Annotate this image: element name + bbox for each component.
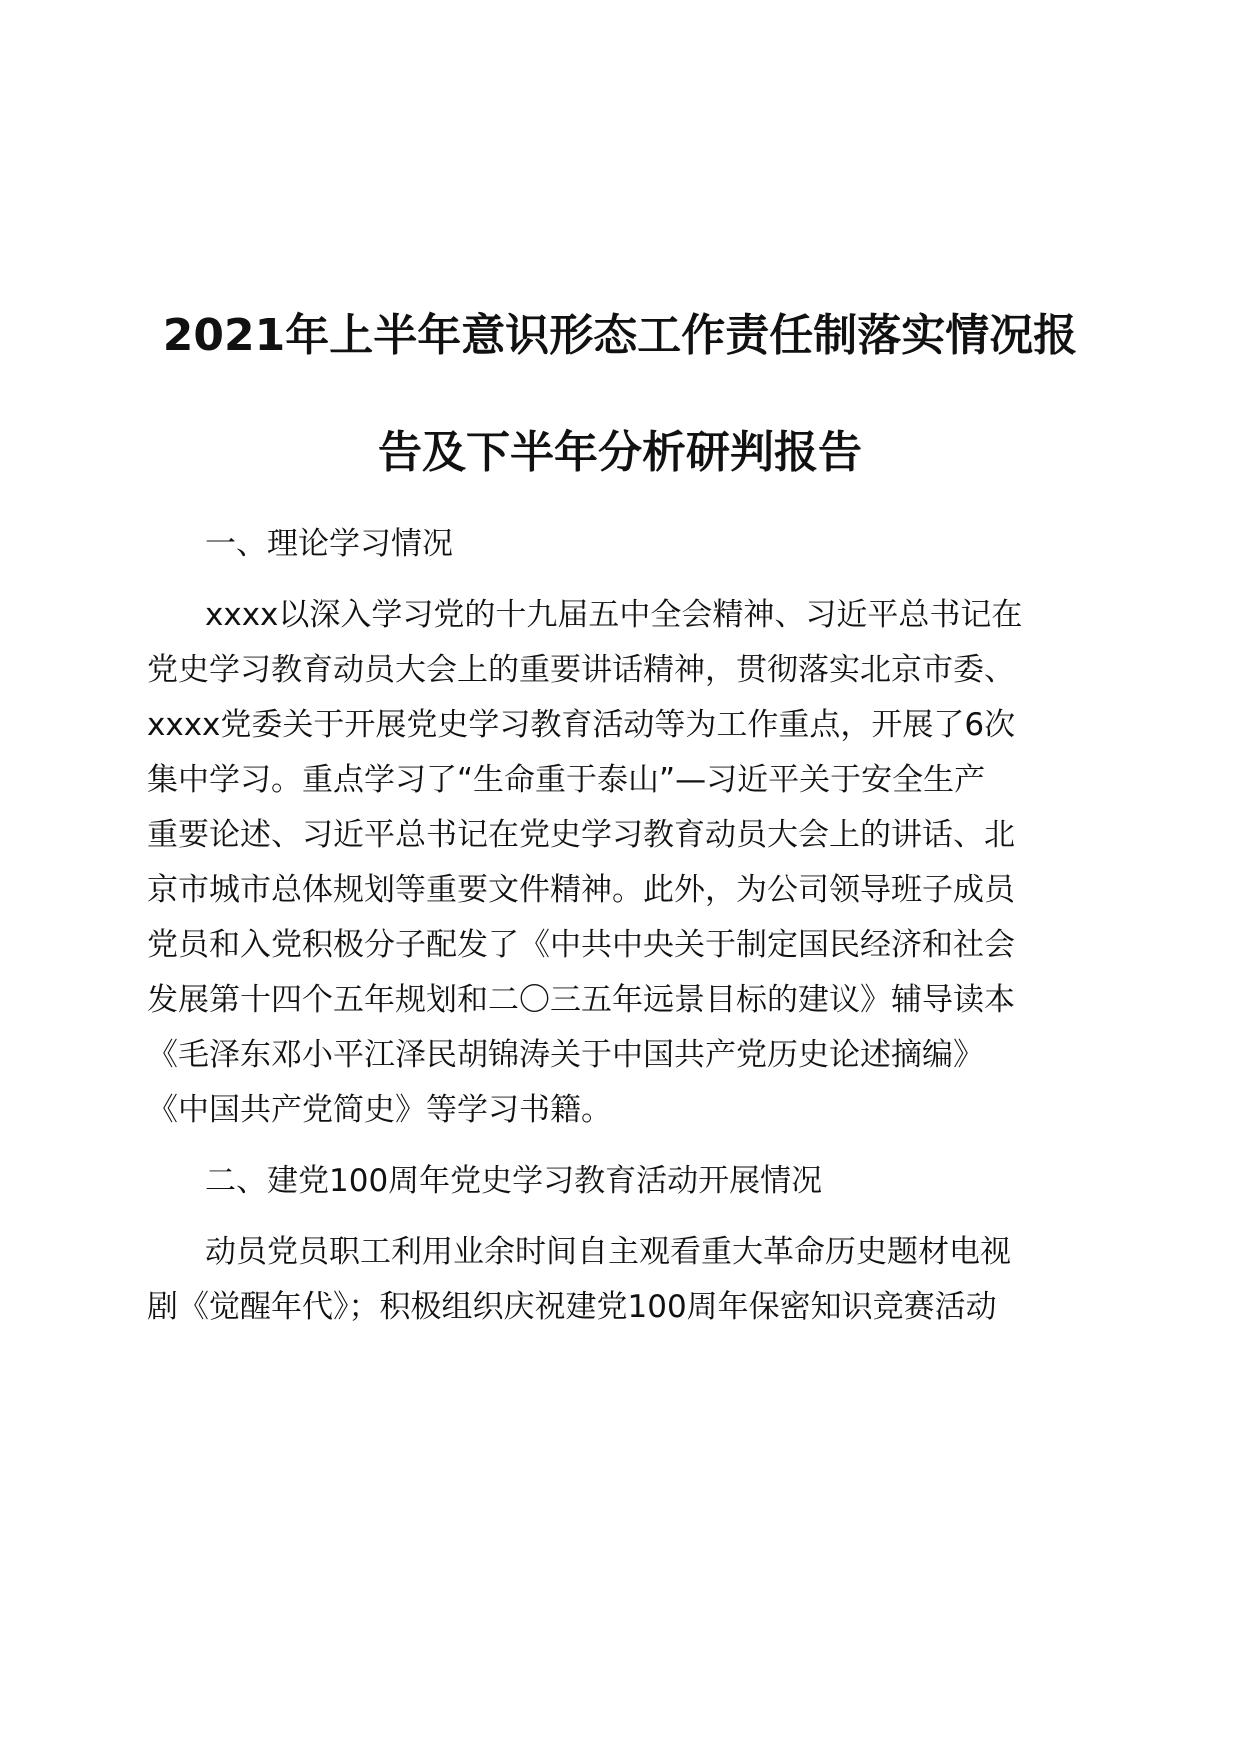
- paragraph-1-line-9: 《毛泽东邓小平江泽民胡锦涛关于中国共产党历史论述摘编》: [147, 1037, 984, 1073]
- paragraph-1-line-8: 发展第十四个五年规划和二〇三五年远景目标的建议》辅导读本: [147, 982, 1015, 1018]
- paragraph-1-line-5: 重要论述、习近平总书记在党史学习教育动员大会上的讲话、北: [147, 817, 1015, 853]
- paragraph-2-line-2: 剧《觉醒年代》；积极组织庆祝建党100周年保密知识竞赛活动: [147, 1289, 997, 1325]
- paragraph-2-line-1: 动员党员职工利用业余时间自主观看重大革命历史题材电视: [205, 1234, 1011, 1270]
- paragraph-1-line-1: xxxx以深入学习党的十九届五中全会精神、习近平总书记在: [205, 597, 1023, 633]
- paragraph-1-line-4: 集中学习。重点学习了“生命重于泰山”—习近平关于安全生产: [147, 762, 986, 798]
- section-heading-1: 一、理论学习情况: [205, 526, 453, 562]
- section-heading-2: 二、建党100周年党史学习教育活动开展情况: [205, 1163, 823, 1199]
- paragraph-1-line-7: 党员和入党积极分子配发了《中共中央关于制定国民经济和社会: [147, 927, 1015, 963]
- paragraph-1-line-6: 京市城市总体规划等重要文件精神。此外，为公司领导班子成员: [147, 872, 1015, 908]
- document-title-line-2: 告及下半年分析研判报告: [378, 427, 862, 478]
- paragraph-1-line-3: xxxx党委关于开展党史学习教育活动等为工作重点，开展了6次: [147, 707, 1016, 743]
- paragraph-1-line-2: 党史学习教育动员大会上的重要讲话精神，贯彻落实北京市委、: [147, 652, 1015, 688]
- document-title-line-1: 2021年上半年意识形态工作责任制落实情况报: [162, 310, 1078, 361]
- paragraph-1-line-10: 《中国共产党简史》等学习书籍。: [147, 1092, 612, 1128]
